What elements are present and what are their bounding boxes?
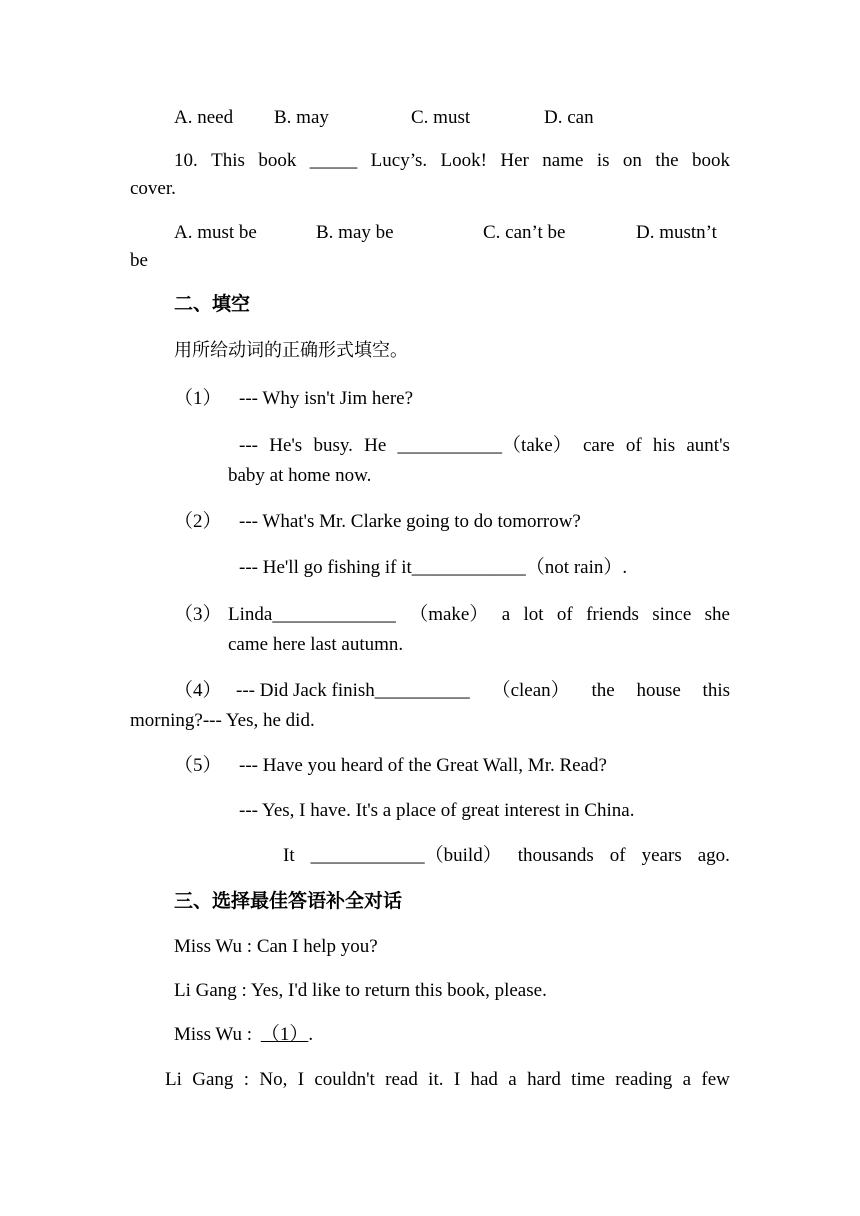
word: it. (428, 1069, 444, 1090)
word: a (501, 604, 511, 625)
word: It (283, 845, 295, 866)
word: : (243, 1069, 250, 1090)
word: name (542, 150, 584, 171)
item-3-line-2: came here last autumn. (228, 634, 404, 655)
word: ago. (697, 845, 730, 866)
section-heading-dialogue: 三、选择最佳答语补全对话 (174, 890, 403, 912)
word: is (596, 150, 610, 171)
item-number: （3） (174, 604, 222, 625)
word: the (655, 150, 679, 171)
word: care (582, 435, 615, 456)
item-4-line-1 (236, 681, 730, 700)
word: Li (165, 1069, 182, 1090)
word: time (571, 1069, 605, 1090)
word: （make） (409, 604, 489, 625)
word: He's (269, 435, 303, 456)
answer-blank: ____________（build） (310, 845, 502, 866)
word: lot (523, 604, 544, 625)
word: reading (615, 1069, 673, 1090)
q10-option-d: D. mustn’t (636, 222, 717, 243)
word: 10. (174, 150, 198, 171)
word: his (652, 435, 676, 456)
punctuation: . (308, 1024, 314, 1045)
word: （clean） (491, 680, 570, 701)
q9-option-c: C. must (411, 107, 471, 128)
word: couldn't (314, 1069, 375, 1090)
word: Gang (192, 1069, 234, 1090)
item-5-line-1: --- Have you heard of the Great Wall, Mr. Read? (239, 755, 607, 776)
word: she (704, 604, 730, 625)
answer-blank: _____ (309, 150, 358, 171)
word: this (702, 680, 730, 701)
word: of (556, 604, 573, 625)
word: --- (239, 435, 258, 456)
word: No, (259, 1069, 288, 1090)
q9-option-d: D. can (544, 107, 594, 128)
word: of (609, 845, 626, 866)
item-number: （5） (174, 755, 222, 776)
word: book (258, 150, 297, 171)
word: few (701, 1069, 730, 1090)
item-5-line-2: --- Yes, I have. It's a place of great interest in China. (239, 800, 635, 821)
word: the (591, 680, 615, 701)
word: since (652, 604, 692, 625)
word: a (508, 1069, 517, 1090)
dialogue-line (165, 1070, 730, 1089)
item-3-line-1 (228, 605, 730, 624)
word: had (470, 1069, 498, 1090)
answer-blank: Linda_____________ (228, 604, 396, 625)
word: thousands (517, 845, 594, 866)
speaker-label: Miss Wu : (174, 1024, 257, 1045)
section-instruction: 用所给动词的正确形式填空。 (174, 340, 408, 361)
item-1-line-2 (239, 436, 730, 455)
word: a (682, 1069, 692, 1090)
word: years (641, 845, 682, 866)
section-heading-fill-in: 二、填空 (174, 293, 251, 315)
q9-option-a: A. need (174, 107, 234, 128)
dialogue-line (174, 1025, 313, 1044)
item-2-line-1: --- What's Mr. Clarke going to do tomorrow? (239, 511, 581, 532)
word: hard (527, 1069, 561, 1090)
q10-option-d-wrap: be (130, 250, 148, 271)
word: of (625, 435, 642, 456)
word: aunt's (686, 435, 730, 456)
q10-option-b: B. may be (316, 222, 394, 243)
dialogue-line: Miss Wu : Can I help you? (174, 936, 378, 957)
item-2-line-2: --- He'll go fishing if it____________（not rain）. (239, 557, 628, 578)
q10-option-c: C. can’t be (483, 222, 566, 243)
answer-blank: ___________（take） (397, 435, 572, 456)
q10-stem-continuation: cover. (130, 178, 176, 199)
word: Look! (440, 150, 487, 171)
answer-blank: （1） (260, 1024, 309, 1045)
word: busy. (313, 435, 353, 456)
word: He (364, 435, 387, 456)
item-number: （4） (174, 680, 222, 701)
word: friends (586, 604, 639, 625)
item-4-line-2: morning?--- Yes, he did. (130, 710, 315, 731)
word: book (691, 150, 730, 171)
item-number: （1） (174, 388, 222, 409)
word: read (385, 1069, 418, 1090)
answer-blank: --- Did Jack finish__________ (236, 680, 470, 701)
q10-option-a: A. must be (174, 222, 257, 243)
item-1-line-1: --- Why isn't Jim here? (239, 388, 414, 409)
word: This (211, 150, 245, 171)
word: on (622, 150, 642, 171)
word: I (453, 1069, 461, 1090)
q10-stem-line (174, 151, 730, 170)
item-1-line-3: baby at home now. (228, 465, 372, 486)
item-number: （2） (174, 511, 222, 532)
word: I (297, 1069, 305, 1090)
dialogue-line: Li Gang : Yes, I'd like to return this book, please. (174, 980, 547, 1001)
word: Lucy’s. (370, 150, 428, 171)
q9-option-b: B. may (274, 107, 329, 128)
word: house (636, 680, 681, 701)
item-5-line-3 (283, 846, 730, 865)
word: Her (500, 150, 529, 171)
